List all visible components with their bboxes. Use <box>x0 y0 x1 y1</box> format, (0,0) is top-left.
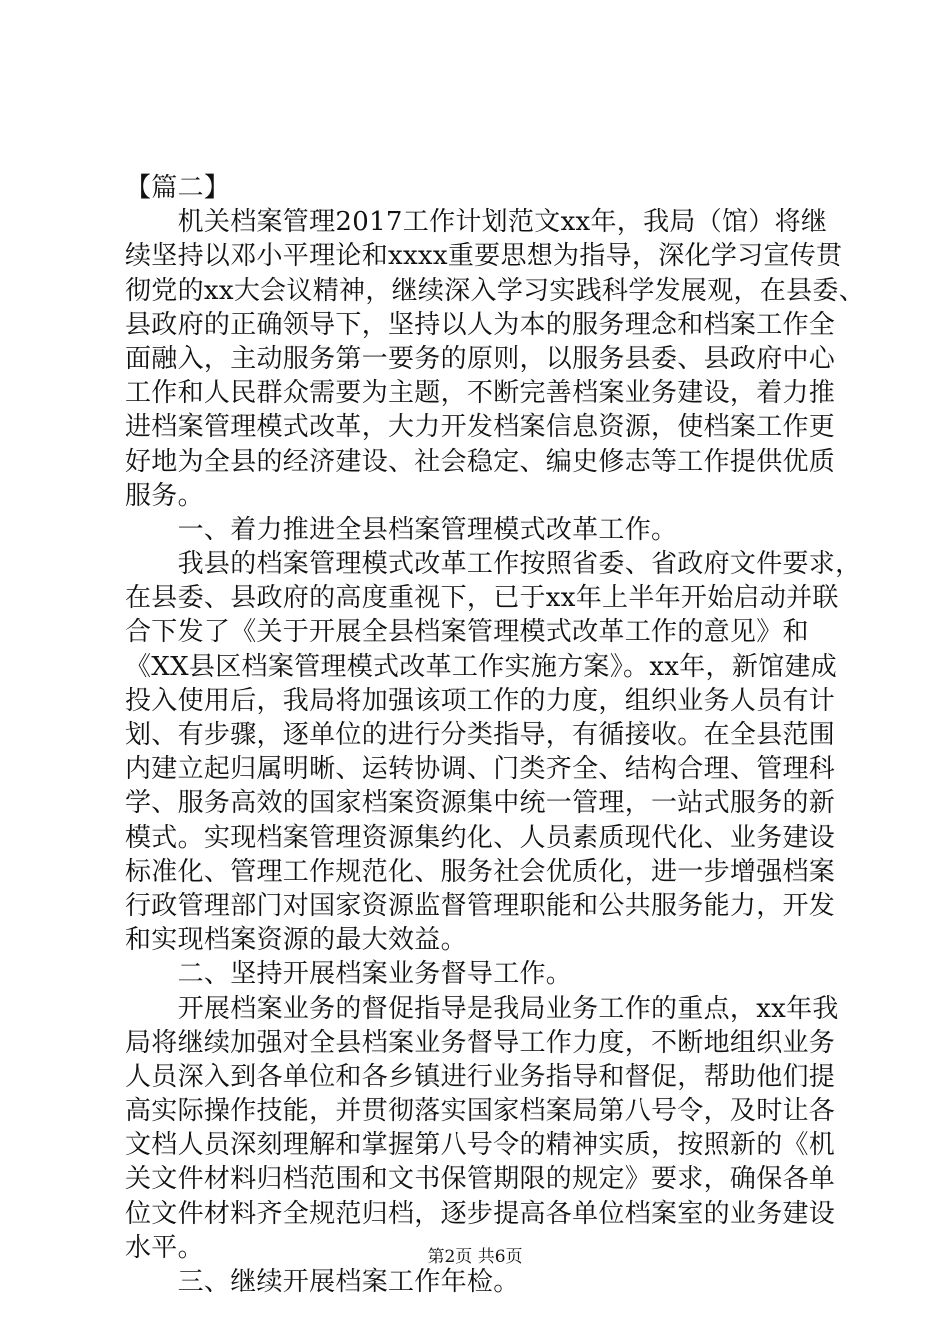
text-line: 行政管理部门对国家资源监督管理职能和公共服务能力，开发 <box>125 890 836 921</box>
text-line: 标准化、管理工作规范化、服务社会优质化，进一步增强档案 <box>125 856 836 887</box>
text-line: 位文件材料齐全规范归档，逐步提高各单位档案室的业务建设 <box>125 1198 836 1229</box>
document-body <box>125 171 866 1299</box>
text-line: 彻党的xx大会议精神，继续深入学习实践科学发展观，在县委、 <box>125 275 866 306</box>
text-line: 《XX县区档案管理模式改革工作实施方案》。xx年，新馆建成 <box>125 651 838 682</box>
text-line: 在县委、县政府的高度重视下，已于xx年上半年开始启动并联 <box>125 583 839 614</box>
subsection-heading: 二、坚持开展档案业务督导工作。 <box>125 959 573 990</box>
text-line: 开展档案业务的督促指导是我局业务工作的重点，xx年我 <box>125 993 839 1024</box>
text-line: 学、服务高效的国家档案资源集中统一管理，一站式服务的新 <box>125 788 836 819</box>
text-line: 我县的档案管理模式改革工作按照省委、省政府文件要求， <box>125 549 862 580</box>
subsection-heading: 三、继续开展档案工作年检。 <box>125 1267 520 1297</box>
text-line: 工作和人民群众需要为主题，不断完善档案业务建设，着力推 <box>125 378 836 409</box>
text-line: 模式。实现档案管理资源集约化、人员素质现代化、业务建设 <box>125 822 836 853</box>
text-line: 续坚持以邓小平理论和xxxx重要思想为指导，深化学习宣传贯 <box>125 241 843 272</box>
text-line: 关文件材料归档范围和文书保管期限的规定》要求，确保各单 <box>125 1164 836 1195</box>
text-line: 投入使用后，我局将加强该项工作的力度，组织业务人员有计 <box>125 685 836 716</box>
text-line: 县政府的正确领导下，坚持以人为本的服务理念和档案工作全 <box>125 309 836 340</box>
section-heading: 【篇二】 <box>125 173 231 203</box>
text-line: 水平。 <box>125 1232 204 1263</box>
text-line: 文档人员深刻理解和掌握第八号令的精神实质，按照新的《机 <box>125 1130 836 1161</box>
text-line: 机关档案管理2017工作计划范文xx年，我局（馆）将继 <box>125 207 828 238</box>
page-number-footer: 第2页 共6页 <box>427 1247 523 1267</box>
text-line: 内建立起归属明晰、运转协调、门类齐全、结构合理、管理科 <box>125 754 836 785</box>
text-line: 划、有步骤，逐单位的进行分类指导，有循接收。在全县范围 <box>125 720 836 750</box>
subsection-heading: 一、着力推进全县档案管理模式改革工作。 <box>125 514 678 545</box>
text-line: 局将继续加强对全县档案业务督导工作力度，不断地组织业务 <box>125 1027 836 1058</box>
text-line: 高实际操作技能，并贯彻落实国家档案局第八号令，及时让各 <box>125 1096 836 1127</box>
text-line: 服务。 <box>125 480 204 511</box>
text-line: 面融入，主动服务第一要务的原则，以服务县委、县政府中心 <box>125 343 836 374</box>
text-line: 和实现档案资源的最大效益。 <box>125 925 467 956</box>
text-line: 人员深入到各单位和各乡镇进行业务指导和督促，帮助他们提 <box>125 1061 836 1092</box>
text-line: 进档案管理模式改革，大力开发档案信息资源，使档案工作更 <box>125 412 836 443</box>
text-line: 好地为全县的经济建设、社会稳定、编史修志等工作提供优质 <box>125 446 836 477</box>
text-line: 合下发了《关于开展全县档案管理模式改革工作的意见》和 <box>125 617 809 648</box>
